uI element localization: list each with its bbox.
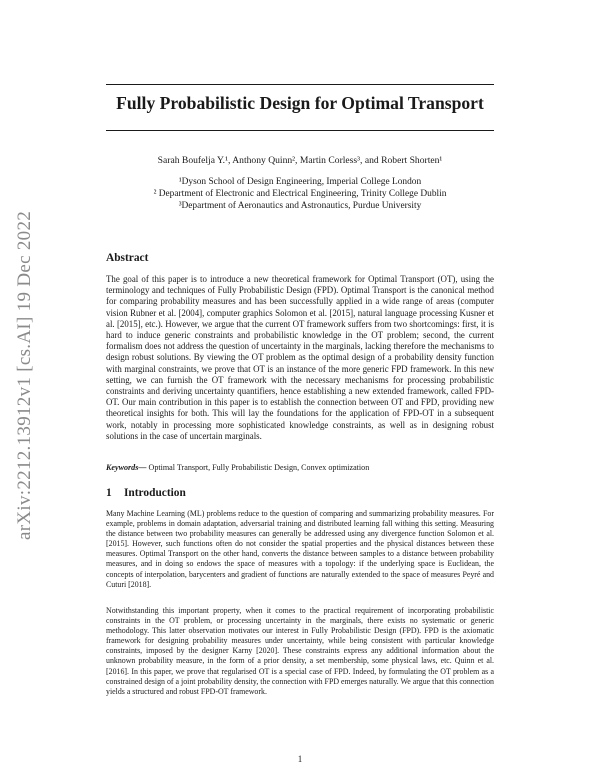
affiliations — [106, 176, 494, 212]
affiliation-3: ³Department of Aeronautics and Astronautics, Purdue University — [178, 201, 422, 211]
title-bottom-rule — [106, 130, 494, 131]
abstract-body: The goal of this paper is to introduce a new theoretical framework for Optimal Transport (OT), using the terminology and techniques of Fully Probabilistic Design (FPD). Optimal Transport is the canonical method for comparing probability measures and has been successfully applied in a wide range of areas (computer vision Rubner et al. [2004], computer graphics Solomon et al. [2015], natural language processing Kusner et al. [2015], etc.). However, we argue that the current OT framework suffers from two shortcomings: first, it is hard to induce generic constraints and probabilistic knowledge in the OT problem; second, the current formalism does not address the question of uncertainty in the marginals, lacking therefore the mechanisms to design robust solutions. By viewing the OT problem as the optimal design of a probability density function with marginal constraints, we prove that OT is an instance of the more generic FPD framework. In this new setting, we can furnish the OT framework with the necessary mechanisms for processing probabilistic constraints and deriving uncertainty quantifiers, hence establishing a new extended framework, called FPD-OT. Our main contribution in this paper is to establish the connection between OT and FPD, providing new theoretical insights for both. This will lay the foundations for the application of FPD-OT in a subsequent work, notably in processing more sophisticated knowledge constraints, as well as in designing robust solutions in the case of uncertain marginals. — [106, 274, 494, 441]
author-list: Sarah Boufelja Y.¹, Anthony Quinn², Martin Corless³, and Robert Shorten¹ — [157, 155, 443, 166]
keywords-text: Optimal Transport, Fully Probabilistic Design, Convex optimization — [146, 463, 370, 472]
introduction-paragraph-2: Notwithstanding this important property, when it comes to the practical requirement of incorporating probabilistic constraints in the OT problem, or processing uncertainty in the marginals, there exists no systematic or generic methodology. This latter observation motivates our interest in Fully Probabilistic Design (FPD). FPD is the axiomatic framework for designing probability measures under uncertainty, while being consistent with particular knowledge constraints, imposed by the designer Karny [2020]. These constraints express any additional information about the unknown probability measure, in the form of a prior density, a set membership, some physical laws, etc. Quinn et al. [2016]. In this paper, we prove that regularised OT is a special case of FPD. Indeed, by formulating the OT problem as a constrained design of a joint probability density, the connection with FPD emerges naturally. We argue that this connection yields a structured and robust FPD-OT framework. — [106, 606, 494, 696]
section-title: Introduction — [124, 487, 186, 499]
affiliation-1: ¹Dyson School of Design Engineering, Imperial College London — [178, 177, 422, 187]
section-number: 1 — [106, 487, 112, 499]
introduction-heading — [106, 487, 186, 499]
arxiv-identifier-stamp[interactable]: arXiv:2212.13912v1 [cs.AI] 19 Dec 2022 — [14, 210, 35, 540]
keywords-label: Keywords— — [106, 463, 147, 472]
keywords-line — [106, 462, 494, 473]
abstract-heading: Abstract — [106, 252, 149, 264]
introduction-paragraph-1: Many Machine Learning (ML) problems reduce to the question of comparing and summarizing probability measures. For example, problems in domain adaptation, adversarial training and distributed learning fall withing this setting. Measuring the distance between two probability measures can generally be addressed using any divergence function Solomon et al. [2015]. However, such functions often do not consider the spatial properties and the physical distances between these measures. Optimal Transport on the other hand, converts the distance between samples to a distance between probability measures, and in doing so endows the space of measures with a topology: if the underlying space is Euclidean, the concepts of interpolation, barycenters and gradient of functions are naturally extended to the space of measures Peyré and Cuturi [2018]. — [106, 509, 494, 589]
page-number: 1 — [297, 754, 303, 764]
paper-title: Fully Probabilistic Design for Optimal Transport — [116, 93, 484, 113]
affiliation-2: ² Department of Electronic and Electrical Engineering, Trinity College Dublin — [153, 189, 447, 199]
title-top-rule — [106, 84, 494, 85]
